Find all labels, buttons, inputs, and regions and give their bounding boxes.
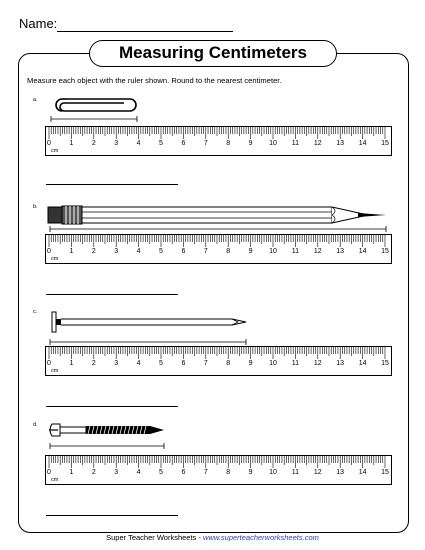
pencil-icon (46, 201, 391, 233)
page-title: Measuring Centimeters (89, 40, 337, 67)
name-line[interactable] (57, 31, 233, 32)
ruler-number: 8 (226, 360, 231, 367)
ruler-number: 14 (358, 360, 367, 367)
ruler-number: 8 (226, 469, 231, 476)
ruler-number: 11 (291, 140, 300, 147)
ruler-number: 12 (313, 360, 322, 367)
ruler-number: 4 (136, 140, 141, 147)
ruler-number: 1 (69, 248, 74, 255)
ruler-number: 7 (203, 360, 208, 367)
ruler-unit: cm (51, 148, 59, 154)
ruler-unit: cm (51, 256, 59, 262)
ruler-number: 6 (181, 140, 186, 147)
ruler-number: 13 (336, 360, 345, 367)
answer-line[interactable] (46, 294, 178, 295)
ruler-number: 4 (136, 469, 141, 476)
question-a-label: a. (33, 97, 38, 103)
question-d-label: d. (33, 422, 38, 428)
ruler (45, 126, 392, 156)
ruler-number: 14 (358, 248, 367, 255)
ruler-number: 7 (203, 248, 208, 255)
nail-icon (46, 309, 251, 347)
ruler-number: 9 (248, 248, 253, 255)
ruler-number: 8 (226, 140, 231, 147)
ruler-number: 6 (181, 360, 186, 367)
ruler-number: 11 (291, 469, 300, 476)
ruler-number: 15 (381, 140, 389, 147)
answer-line[interactable] (46, 406, 178, 407)
ruler-number: 3 (114, 248, 119, 255)
name-label: Name: (19, 16, 58, 31)
ruler-number: 2 (91, 360, 96, 367)
footer-text: Super Teacher Worksheets - (106, 533, 203, 542)
ruler-number: 5 (159, 248, 163, 255)
ruler-number: 14 (358, 140, 367, 147)
ruler-number: 9 (248, 140, 253, 147)
ruler-number: 12 (313, 469, 322, 476)
ruler-number: 6 (181, 469, 186, 476)
ruler-number: 14 (358, 469, 367, 476)
ruler-number: 0 (47, 469, 51, 476)
ruler-number: 7 (203, 469, 208, 476)
answer-line[interactable] (46, 184, 178, 185)
ruler-number: 13 (336, 469, 345, 476)
ruler-number: 8 (226, 248, 231, 255)
ruler-number: 5 (159, 469, 163, 476)
ruler-number: 7 (203, 140, 208, 147)
ruler-number: 9 (248, 469, 253, 476)
ruler-number: 10 (269, 469, 277, 476)
question-b-label: b. (33, 204, 38, 210)
ruler-number: 13 (336, 140, 345, 147)
ruler-unit: cm (51, 368, 59, 374)
ruler-number: 10 (269, 248, 277, 255)
ruler-number: 12 (313, 140, 322, 147)
ruler-number: 5 (159, 360, 163, 367)
footer (0, 533, 425, 542)
ruler-number: 15 (381, 469, 389, 476)
question-c-label: c. (33, 309, 38, 315)
answer-line[interactable] (46, 515, 178, 516)
instructions: Measure each object with the ruler shown. Round to the nearest centimeter. (27, 76, 282, 85)
ruler-number: 12 (313, 248, 322, 255)
ruler-number: 2 (91, 469, 96, 476)
footer-url[interactable]: www.superteacherworksheets.com (202, 533, 319, 542)
ruler (45, 455, 392, 485)
screw-icon (46, 420, 171, 458)
ruler (45, 234, 392, 264)
ruler-number: 9 (248, 360, 253, 367)
ruler-number: 1 (69, 140, 74, 147)
ruler-number: 5 (159, 140, 163, 147)
ruler-number: 3 (114, 469, 119, 476)
ruler-number: 6 (181, 248, 186, 255)
ruler-number: 4 (136, 248, 141, 255)
ruler-number: 2 (91, 140, 96, 147)
ruler-number: 0 (47, 248, 51, 255)
ruler-number: 0 (47, 140, 51, 147)
ruler-number: 11 (291, 248, 300, 255)
ruler-unit: cm (51, 477, 59, 483)
ruler-number: 3 (114, 140, 119, 147)
ruler (45, 346, 392, 376)
ruler-number: 15 (381, 248, 389, 255)
ruler-number: 11 (291, 360, 300, 367)
ruler-number: 10 (269, 360, 277, 367)
ruler-number: 15 (381, 360, 389, 367)
ruler-number: 1 (69, 360, 74, 367)
ruler-number: 4 (136, 360, 141, 367)
ruler-number: 13 (336, 248, 345, 255)
paper-clip-icon (50, 96, 140, 124)
ruler-number: 10 (269, 140, 277, 147)
ruler-number: 1 (69, 469, 74, 476)
ruler-number: 3 (114, 360, 119, 367)
ruler-number: 0 (47, 360, 51, 367)
ruler-number: 2 (91, 248, 96, 255)
